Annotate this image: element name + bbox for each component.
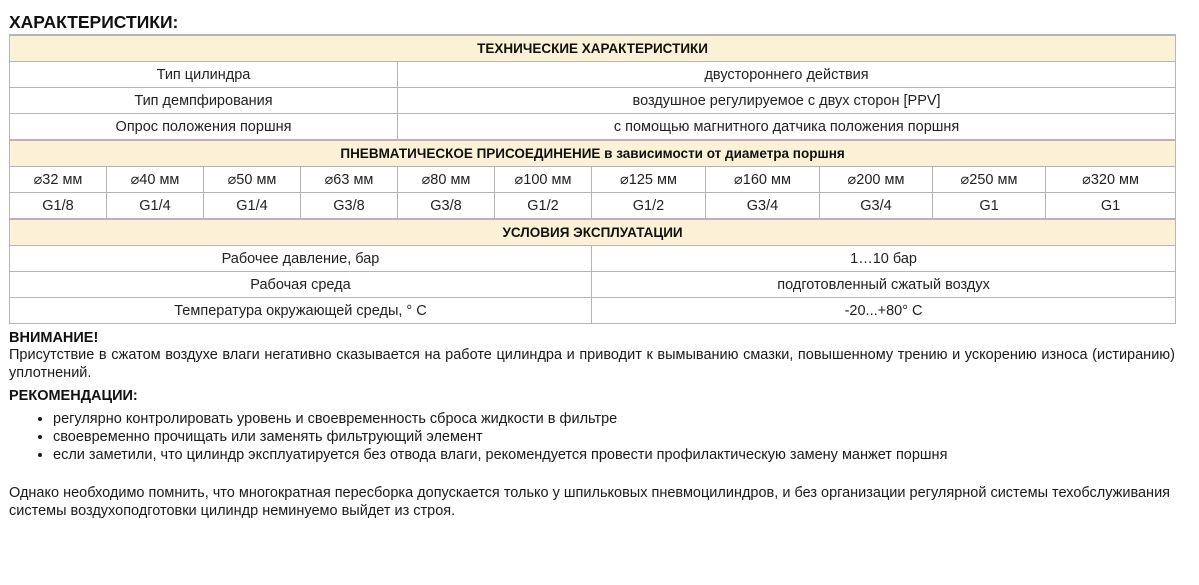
operation-value: подготовленный сжатый воздух [592, 272, 1176, 298]
diameter-cell: ⌀80 мм [398, 167, 495, 193]
diameter-cell: ⌀32 мм [10, 167, 107, 193]
thread-cell: G1 [1046, 193, 1176, 220]
warning-title: ВНИМАНИЕ! [9, 330, 99, 346]
operation-label: Температура окружающей среды, ° C [10, 298, 592, 324]
thread-cell: G1/4 [204, 193, 301, 220]
table-row [10, 114, 1176, 141]
tech-header: ТЕХНИЧЕСКИЕ ХАРАКТЕРИСТИКИ [10, 35, 1176, 62]
page-title: ХАРАКТЕРИСТИКИ: [9, 12, 179, 32]
diameter-row [10, 167, 1176, 193]
diameter-cell: ⌀50 мм [204, 167, 301, 193]
thread-cell: G1/4 [107, 193, 204, 220]
diameter-cell: ⌀125 мм [592, 167, 706, 193]
pneumatic-header-row [10, 140, 1176, 167]
operation-value: -20...+80° C [592, 298, 1176, 324]
thread-row [10, 193, 1176, 220]
diameter-cell: ⌀320 мм [1046, 167, 1176, 193]
thread-cell: G3/8 [398, 193, 495, 220]
tech-value: двустороннего действия [398, 62, 1176, 88]
table-row [10, 62, 1176, 88]
diameter-cell: ⌀160 мм [706, 167, 820, 193]
tech-value: воздушное регулируемое с двух сторон [PPV] [398, 88, 1176, 114]
tech-value: с помощью магнитного датчика положения поршня [398, 114, 1176, 141]
operation-label: Рабочее давление, бар [10, 246, 592, 272]
table-row [10, 272, 1176, 298]
thread-cell: G1/8 [10, 193, 107, 220]
table-row [10, 88, 1176, 114]
table-row [10, 246, 1176, 272]
diameter-cell: ⌀63 мм [301, 167, 398, 193]
closing-note: Однако необходимо помнить, что многократная пересборка допускается только у шпильковых пневмоцилиндров, и без организации регулярной системы техобслуживания системы воздухоподготовки цилиндр неминуемо выйдет из строя. [9, 485, 1171, 519]
list-item: • регулярно контролировать уровень и своевременность сброса жидкости в фильтре [53, 410, 1190, 428]
thread-cell: G3/4 [706, 193, 820, 220]
thread-cell: G1/2 [495, 193, 592, 220]
operation-value: 1…10 бар [592, 246, 1176, 272]
pneumatic-header: ПНЕВМАТИЧЕСКОЕ ПРИСОЕДИНЕНИЕ в зависимости от диаметра поршня [10, 140, 1176, 167]
recommendations-title: РЕКОМЕНДАЦИИ: [9, 388, 138, 404]
operation-header: УСЛОВИЯ ЭКСПЛУАТАЦИИ [10, 219, 1176, 246]
diameter-cell: ⌀100 мм [495, 167, 592, 193]
thread-cell: G3/4 [820, 193, 933, 220]
thread-cell: G3/8 [301, 193, 398, 220]
operation-header-row [10, 219, 1176, 246]
tech-label: Тип цилиндра [10, 62, 398, 88]
thread-cell: G1/2 [592, 193, 706, 220]
spec-table [9, 34, 1176, 324]
warning-text: Присутствие в сжатом воздухе влаги негативно сказывается на работе цилиндра и приводит к вымыванию смазки, повышенному трению и ускорению износа (истиранию) уплотнений. [9, 347, 1175, 381]
tech-header-row [10, 35, 1176, 62]
tech-label: Тип демпфирования [10, 88, 398, 114]
list-item: • своевременно прочищать или заменять фильтрующий элемент [53, 428, 1190, 446]
table-row [10, 298, 1176, 324]
recommendations-list [9, 410, 1190, 464]
diameter-cell: ⌀200 мм [820, 167, 933, 193]
diameter-cell: ⌀250 мм [933, 167, 1046, 193]
list-item: • если заметили, что цилиндр эксплуатируется без отвода влаги, рекомендуется провести профилактическую замену манжет поршня [53, 446, 1190, 464]
thread-cell: G1 [933, 193, 1046, 220]
operation-label: Рабочая среда [10, 272, 592, 298]
diameter-cell: ⌀40 мм [107, 167, 204, 193]
tech-label: Опрос положения поршня [10, 114, 398, 141]
